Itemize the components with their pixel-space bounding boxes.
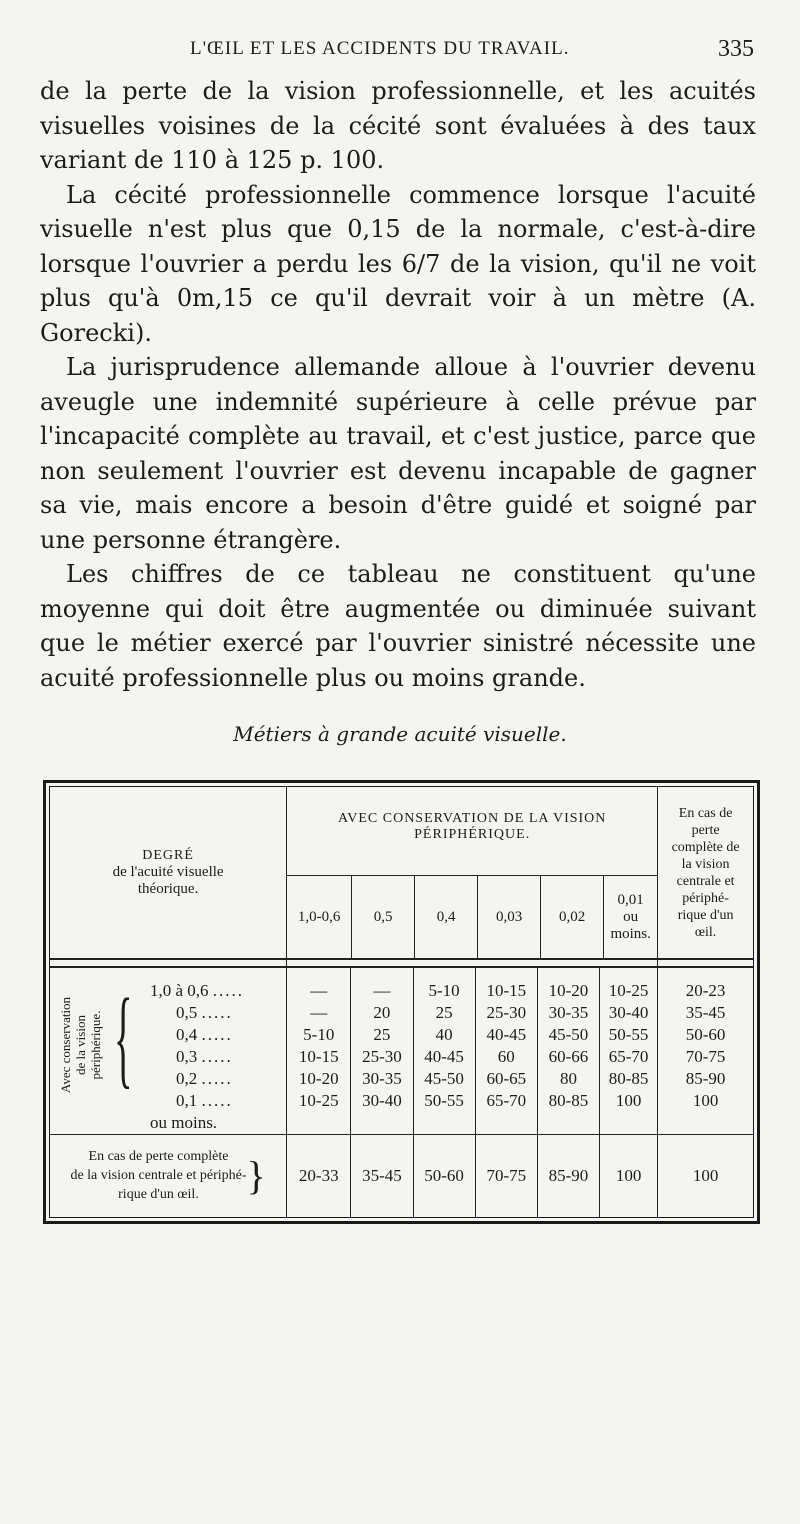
table-cell: 40-45 <box>424 1047 464 1067</box>
data-column <box>351 967 413 1134</box>
table-cell: — <box>373 981 391 1001</box>
data-column-total <box>658 967 753 1134</box>
degree-column <box>50 967 287 1134</box>
running-title: L'ŒIL ET LES ACCIDENTS DU TRAVAIL. <box>190 38 570 59</box>
table-cell: 25-30 <box>362 1047 402 1067</box>
column-header: 0,02 <box>540 876 603 958</box>
data-column <box>600 967 658 1134</box>
table-cell: — <box>310 981 328 1001</box>
page-number: 335 <box>718 36 754 62</box>
data-column <box>475 967 537 1134</box>
table-cell: 60 <box>497 1047 515 1067</box>
table-cell: 50-55 <box>608 1025 649 1045</box>
footer-cell: 35-45 <box>351 1134 413 1217</box>
group-header: AVEC CONSERVATION DE LA VISION PÉRIPHÉRIQUE. 1,0-0,6 0,5 0,4 0,03 0,02 0,01 ou moins. <box>287 787 658 959</box>
running-head <box>0 36 800 66</box>
table-cell: 65-70 <box>486 1091 527 1111</box>
paragraph-3: La jurisprudence allemande alloue à l'ouvrier devenu aveugle une indemnité supérieure à celle prévue par l'incapacité complète au travail, et c'est justice, parce que non seulement l'ouvrier est devenu incapable de gagner sa vie, mais encore a besoin d'être guidé et soigné par une personne étrangère. <box>40 353 756 554</box>
table-cell: 10-20 <box>548 981 589 1001</box>
data-column <box>287 967 351 1134</box>
table-cell: 45-50 <box>548 1025 589 1045</box>
footer-label: En cas de perte complète de la vision centrale et périphé- rique d'un œil. } <box>50 1134 287 1217</box>
table-cell: 50-60 <box>685 1025 726 1045</box>
degree-header: DEGRÉ de l'acuité visuelle théorique. <box>112 847 224 897</box>
acuity-table-grid <box>50 787 753 1217</box>
table-cell: 20 <box>373 1003 391 1023</box>
body-text <box>40 74 756 695</box>
acuity-table <box>43 780 760 1224</box>
footer-row <box>50 1134 753 1217</box>
paragraph-4: Les chiffres de ce tableau ne constituent qu'une moyenne qui doit être augmentée ou diminuée suivant que le métier exercé par l'ouvrier sinistré nécessite une acuité professionnelle plus ou moins grande. <box>40 560 756 692</box>
table-cell: 10-15 <box>486 981 527 1001</box>
table-cell: 30-35 <box>362 1069 402 1089</box>
table-cell: 25 <box>435 1003 453 1023</box>
table-cell: 35-45 <box>685 1003 726 1023</box>
table-cell: 10-15 <box>298 1047 339 1067</box>
footer-cell: 50-60 <box>413 1134 475 1217</box>
column-header: 0,5 <box>351 876 414 958</box>
footer-cell: 100 <box>658 1134 753 1217</box>
footer-cell: 100 <box>600 1134 658 1217</box>
column-header: 0,4 <box>414 876 477 958</box>
table-cell: 25-30 <box>486 1003 527 1023</box>
column-header-last: 0,01 ou moins. <box>603 876 657 958</box>
table-cell: 30-35 <box>548 1003 589 1023</box>
table-cell: 10-25 <box>608 981 649 1001</box>
column-header: 1,0-0,6 <box>297 908 341 925</box>
column-header: 0,03 <box>477 876 540 958</box>
side-label: Avec conservation de la vision périphérique. <box>58 997 103 1094</box>
paragraph-1: de la perte de la vision professionnelle, et les acuités visuelles voisines de la cécité sont évaluées à des taux variant de 110 à 125 p. 100. <box>40 77 756 174</box>
footer-brace: } <box>246 1153 266 1199</box>
data-column <box>537 967 599 1134</box>
table-cell: 30-40 <box>362 1091 402 1111</box>
table-cell: 100 <box>615 1091 642 1111</box>
data-column <box>413 967 475 1134</box>
table-cell: 80-85 <box>608 1069 649 1089</box>
total-loss-header: En cas de perte complète de la vision centrale et périphé- rique d'un œil. <box>658 787 753 959</box>
table-cell: 70-75 <box>685 1047 726 1067</box>
footer-cell: 20-33 <box>287 1134 351 1217</box>
table-caption: Métiers à grande acuité visuelle. <box>233 722 567 746</box>
table-cell: 10-25 <box>298 1091 339 1111</box>
degree-list: 1,0 à 0,6 ..... 0,5 ..... 0,4 ..... 0,3 ..... 0,2 ..... 0,1 ..... ou moins. <box>150 981 245 1133</box>
table-cell: 80 <box>559 1069 577 1089</box>
table-cell: 85-90 <box>685 1069 726 1089</box>
table-cell: 30-40 <box>608 1003 649 1023</box>
brace: { <box>114 976 133 1099</box>
table-cell: 40-45 <box>486 1025 527 1045</box>
table-cell: 60-66 <box>548 1047 589 1067</box>
table-cell: 50-55 <box>424 1091 464 1111</box>
table-cell: 100 <box>692 1091 719 1111</box>
table-cell: 5-10 <box>428 981 460 1001</box>
table-cell: 65-70 <box>608 1047 649 1067</box>
table-cell: 40 <box>435 1025 453 1045</box>
table-cell: 60-65 <box>486 1069 527 1089</box>
footer-cell: 85-90 <box>537 1134 599 1217</box>
table-cell: 45-50 <box>424 1069 464 1089</box>
table-cell: 5-10 <box>303 1025 335 1045</box>
table-cell: 80-85 <box>548 1091 589 1111</box>
paragraph-2: La cécité professionnelle commence lorsque l'acuité visuelle n'est plus que 0,15 de la normale, c'est-à-dire lorsque l'ouvrier a perdu les 6/7 de la vision, qu'il ne voit plus qu'à 0m,15 ce qu'il devrait voir à un mètre (A. Gorecki). <box>40 180 756 347</box>
table-cell: 25 <box>373 1025 391 1045</box>
table-cell: 20-23 <box>685 981 726 1001</box>
table-cell: — <box>310 1003 328 1023</box>
footer-cell: 70-75 <box>475 1134 537 1217</box>
table-cell: 10-20 <box>298 1069 339 1089</box>
